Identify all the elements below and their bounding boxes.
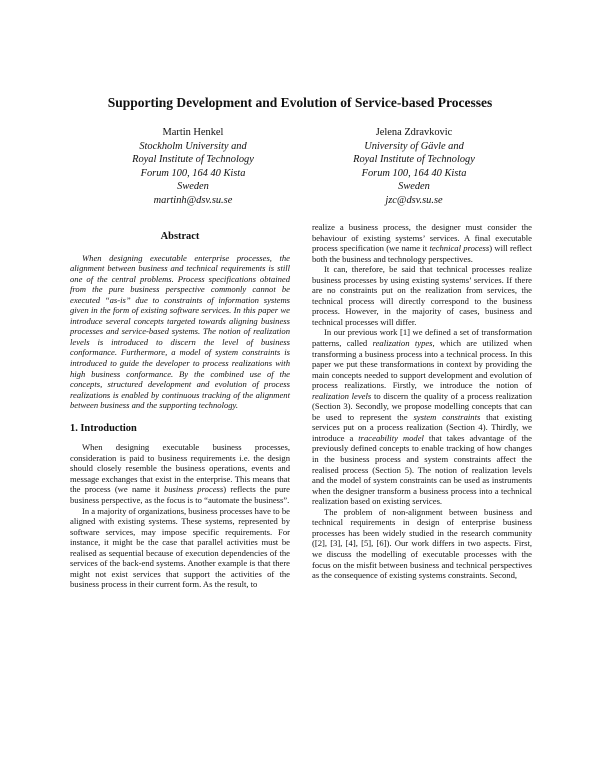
paragraph: When designing executable business processes, consideration is paid to business requirements i.e. the design should closely resemble the business operations, events and message exchanges that exist in the enterprise. This means that the process (we name it business process) reflects the pure business perspective, as the focus is to “automate the business”. [70, 442, 290, 506]
paragraph: The problem of non-alignment between business and technical requirements in design of enterprise business processes has been widely studied in the research community ([2], [3], [4], [5], [6]). Our work differs in two aspects. First, we discuss the modelling of executable processes with the focus on the misfit between business and technical perspectives as the consequence of existing systems constraints. Second, [312, 506, 532, 581]
abstract-text: When designing executable enterprise processes, the alignment between business and technical requirements is still one of the central problems. Process specifications obtained from the pure business perspective commonly cannot be executed “as-is” due to constraints of information systems given in the form of existing software services. In this paper we introduce several concepts targeted towards aligning business processes and service-based systems. The notion of realization levels is introduced to discern the level of business conformance. Furthermore, a model of system constraints is introduced to guide the developer to process realizations with high business conformance. By the combined use of the concepts, structured development and evolution of process realizations is enabled by continuous tracking of the alignment between business and the supporting technology. [70, 252, 290, 411]
author-country: Sweden [398, 181, 430, 192]
paragraph: In a majority of organizations, business processes have to be aligned with existing systems. These systems, represented by software services, may impose specific requirements. For instance, it might be the case that parallel activities must be realised as sequential because of execution dependencies of the services of the back-end systems. Another example is that there might not exist services that support the activities of the business process in their current form. As the result, to [70, 505, 290, 590]
author-email: martinh@dsv.su.se [153, 194, 233, 206]
author-affiliation: Stockholm University and [139, 140, 247, 152]
author-name: Jelena Zdravkovic [375, 127, 453, 138]
author-country: Sweden [177, 181, 209, 192]
right-column [312, 222, 532, 581]
author-address: Forum 100, 164 40 Kista [140, 167, 246, 179]
paragraph: In our previous work [1] we defined a set of transformation patterns, called realization types, which are utilized when transforming a business process into a technical process. In this paper we put these transformations in context by providing the main concepts needed to support development and evolution of process realizations. Firstly, we introduce the notion of realization levels to discern the quality of a process realization (Section 3). Secondly, we propose modelling concepts that can be used to represent the system constraints that existing services put on a process realization (Section 4). Thirdly, we introduce a traceability model that takes advantage of the previously defined concepts to enable tracking of how changes in the business process and system constraints affect the realised process (Section 5). The notion of realization levels and the model of system constraints can be used as instruments when the designer transform a business process into a technical realization based on existing services. [312, 327, 533, 507]
author-block-1 [68, 126, 318, 207]
author-block-2 [289, 126, 539, 207]
author-affiliation: University of Gävle and [364, 140, 464, 152]
paper-title: Supporting Development and Evolution of Service-based Processes [107, 95, 493, 110]
left-column [70, 232, 290, 590]
section-heading: 1. Introduction [70, 422, 137, 434]
abstract-heading: Abstract [160, 231, 200, 242]
author-address: Forum 100, 164 40 Kista [361, 167, 467, 179]
paragraph: It can, therefore, be said that technical processes realize business processes by using existing systems’ services. If there are no constraints put on the realization from services, the technical process will directly correspond to the business process. However, in the majority of cases, business and technical processes will differ. [312, 264, 532, 327]
author-email: jzc@dsv.su.se [385, 194, 443, 206]
paragraph: realize a business process, the designer must consider the behaviour of existing systems’ services. A final executable process specification (we name it technical process) will reflect both the business and technology perspectives. [312, 222, 532, 264]
author-affiliation: Royal Institute of Technology [353, 154, 475, 165]
author-affiliation: Royal Institute of Technology [132, 154, 254, 165]
author-name: Martin Henkel [162, 127, 224, 138]
